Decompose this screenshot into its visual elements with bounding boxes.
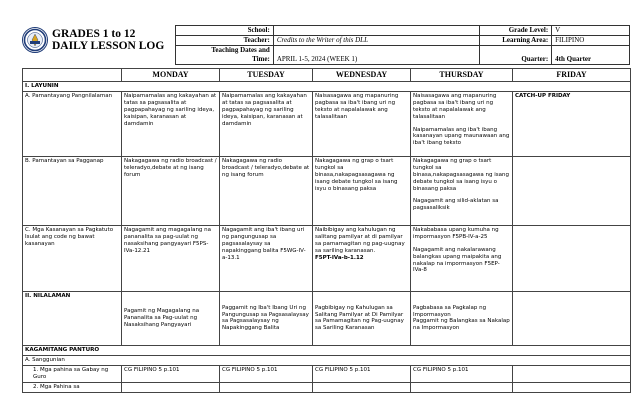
daily-lesson-log-title: DAILY LESSON LOG [52, 40, 165, 52]
cell-b-thursday-text-1: Nakagagawa ng grap o tsart tungkol sa binasa,nakapagsasagawa ng isang debate tungkol sa isang isyu o binasang paksa [413, 157, 509, 192]
cell-c-wednesday [313, 225, 411, 291]
row-label-pamantayang-pangnilalaman: A. Pamantayang Pangnilalaman [23, 91, 122, 156]
cell-a-thursday [411, 91, 513, 156]
cell-c-monday: Nagagamit ang magagalang na pananalita sa pag-uulat ng nasaksihang pangyayari F5PS-IVa-12.21 [122, 225, 220, 291]
cell-guro-thursday: CG FILIPINO 5 p.101 [411, 365, 513, 382]
cell-a-monday: Naipamamalas ang kakayahan at tatas sa pagsasalita at pagpapahayag ng sariling ideya, kaisipan, karanasan at damdamin [122, 91, 220, 156]
day-header-monday: MONDAY [122, 69, 220, 82]
cell-c-thursday-text-1: Nakababasa upang kumuha ng impormasyon F5PB-IV-a-25 [413, 226, 499, 240]
school-value [273, 26, 479, 36]
row-label-c-line-1: C. Mga Kasanayan sa Pagkatuto [25, 226, 114, 233]
cell-b-monday: Nakagagawa ng radio broadcast / teleradyo,debate at ng isang forum [122, 156, 220, 225]
cell-a-friday-catch-up: CATCH-UP FRIDAY [513, 91, 631, 156]
day-header-wednesday: WEDNESDAY [313, 69, 411, 82]
cell-c-thursday [411, 225, 513, 291]
deped-seal-logo [22, 27, 48, 53]
cell-guro-tuesday: CG FILIPINO 5 p.101 [220, 365, 313, 382]
row-label-pahina-gabay-guro: 1. Mga pahina sa Gabay ng Guro [23, 365, 122, 382]
time-label: Time: [176, 55, 274, 65]
cell-c-thursday-text-2: Nagagamit ang nakalarawang balangkas upang maipakita ang nakalap na impormasyon F5EP-IVa-8 [413, 246, 502, 274]
school-label: School: [176, 26, 274, 36]
cell-a-wednesday: Naisasagawa ang mapanuring pagbasa sa iba't ibang uri ng teksto at napalalawak ang talasalitaan [313, 91, 411, 156]
section-nilalaman: II. NILALAMAN [23, 291, 122, 345]
cell-b-thursday [411, 156, 513, 225]
grades-title: GRADES 1 to 12 [52, 28, 136, 40]
cell-nilalaman-tuesday: Paggamit ng Iba't Ibang Uri ng Pangungusap sa Pagsasalaysay sa Pagsasalaysay ng Napakinggang Balita [220, 291, 313, 345]
cell-b-thursday-text-2: Nagagamit ang silid-aklatan sa pagsasaliksik [413, 198, 499, 212]
grade-level-label: Grade Level: [480, 26, 552, 36]
grade-level-value: V [552, 26, 630, 36]
row-label-c-line-2: Isulat ang code ng bawat kasanayan [25, 233, 95, 247]
cell-nilalaman-thursday [411, 291, 513, 345]
row-label-pahina-kagamitang-mag-aaral: 2. Mga Pahina sa [23, 382, 122, 392]
teacher-label: Teacher: [176, 36, 274, 46]
quarter-value: 4th Quarter [552, 55, 630, 65]
cell-c-wednesday-code: F5PT-IVa-b-1.12 [315, 254, 364, 261]
section-layunin: I. LAYUNIN [23, 82, 631, 92]
teacher-value: Credits to the Writer of this DLL [273, 36, 479, 46]
row-label-pamantayan-sa-pagganap: B. Pamantayan sa Pagganap [23, 156, 122, 225]
cell-guro-monday: CG FILIPINO 5 p.101 [122, 365, 220, 382]
day-header-friday: FRIDAY [513, 69, 631, 82]
teaching-dates-label: Teaching Dates and [176, 46, 274, 56]
row-sanggunian: A. Sanggunian [23, 355, 631, 365]
cell-guro-wednesday: CG FILIPINO 5 p.101 [313, 365, 411, 382]
cell-nilalaman-thursday-text-2: Paggamit ng Balangkas sa Nakalap na Impormasyon [413, 318, 510, 332]
section-kagamitang-panturo: KAGAMITANG PANTURO [23, 345, 631, 355]
cell-b-tuesday: Nakagagawa ng radio broadcast / teleradyo,debate at ng isang forum [220, 156, 313, 225]
cell-a-tuesday: Naipamamalas ang kakayahan at tatas sa pagsasalita at pagpapahayag ng sariling ideya, kaisipan, karanasan at damdamin [220, 91, 313, 156]
cell-nilalaman-monday: Pagamit ng Magagalang na Pananalita sa Pag-uulat ng Nasaksihang Pangyayari [122, 291, 220, 345]
lesson-log-table [22, 68, 631, 393]
quarter-label: Quarter: [480, 55, 552, 65]
header-info-table [175, 25, 630, 65]
cell-b-wednesday: Nakagagawa ng grap o tsart tungkol sa binasa,nakapagsasagawa ng isang debate tungkol sa isang isyu o binasang paksa [313, 156, 411, 225]
learning-area-value: FILIPINO [552, 36, 630, 46]
teaching-dates-value: APRIL 1-5, 2024 (WEEK 1) [273, 55, 479, 65]
cell-a-thursday-text-1: Naisasagawa ang mapanuring pagbasa sa iba't ibang uri ng teksto at napalalawak ang talasalitaan [413, 92, 497, 120]
row-label-mga-kasanayan [23, 225, 122, 291]
day-header-tuesday: TUESDAY [220, 69, 313, 82]
cell-c-wednesday-text: Naibibigay ang kahulugan ng salitang pamilyar at di pamilyar sa pamamagitan ng pag-uugnay sa sariling karanasan. [315, 226, 405, 254]
cell-nilalaman-wednesday: Pagbibigay ng Kahulugan sa Salitang Pamilyar at Di Pamilyar sa Pamamagitan ng Pag-uugnay sa Sariling Karanasan [313, 291, 411, 345]
day-header-thursday: THURSDAY [411, 69, 513, 82]
cell-nilalaman-thursday-text-1: Pagbabasa sa Pagkalap ng Impormasyon [413, 304, 487, 318]
cell-a-thursday-text-2: Naipamamalas ang iba't ibang kasanayan upang maunawaan ang iba't ibang teksto [413, 126, 510, 147]
learning-area-label: Learning Area: [480, 36, 552, 46]
cell-c-tuesday: Nagagamit ang iba't ibang uri ng pangungusap sa pagsasalaysay sa napakinggang balita F5WG-IV-a-13.1 [220, 225, 313, 291]
